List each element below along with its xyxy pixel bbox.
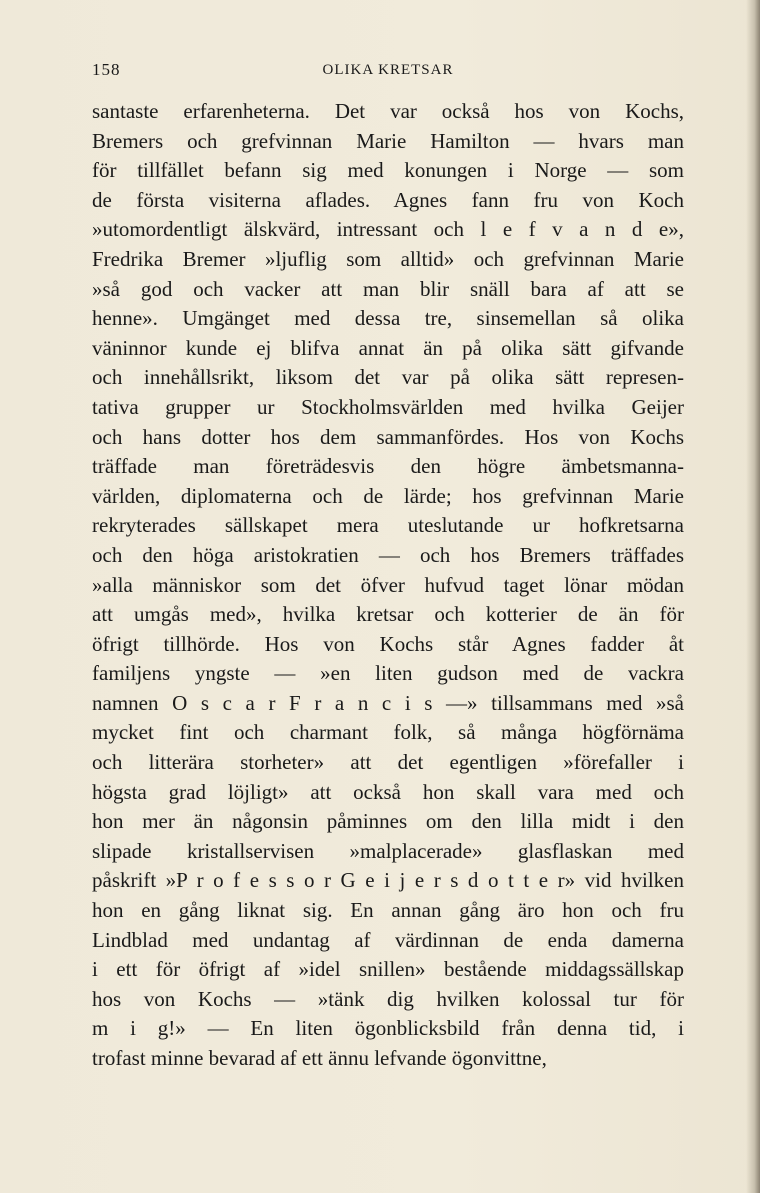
text-line: och den höga aristokratien — och hos Bremers träffades xyxy=(92,542,684,567)
text-line: »alla människor som det öfver hufvud taget lönar mödan xyxy=(92,572,684,597)
text-line: hon mer än någonsin påminnes om den lilla midt i den xyxy=(92,809,684,834)
text-line: hon en gång liknat sig. En annan gång äro hon och fru xyxy=(92,898,684,923)
text-line: de första visiterna aflades. Agnes fann fru von Koch xyxy=(92,187,684,212)
text-line: öfrigt tillhörde. Hos von Kochs står Agnes fadder åt xyxy=(92,631,684,656)
text-line: Lindblad med undantag af värdinnan de enda damerna xyxy=(92,927,684,952)
text-line: »utomordentligt älskvärd, intressant och l e f v a n d e», xyxy=(92,217,684,242)
page-edge-shadow xyxy=(746,0,760,1193)
text-line: mycket fint och charmant folk, så många högförnäma xyxy=(92,720,684,745)
text-line: slipade kristallservisen »malplacerade» glasflaskan med xyxy=(92,838,684,863)
text-line: och hans dotter hos dem sammanfördes. Hos von Kochs xyxy=(92,424,684,449)
text-line: familjens yngste — »en liten gudson med de vackra xyxy=(92,661,684,686)
text-line: och litterära storheter» att det egentligen »förefaller i xyxy=(92,750,684,775)
text-line: högsta grad löjligt» att också hon skall vara med och xyxy=(92,779,684,804)
page-number: 158 xyxy=(92,60,121,79)
text-line: väninnor kunde ej blifva annat än på olika sätt gifvande xyxy=(92,335,684,360)
page-header xyxy=(92,60,684,84)
text-line: namnen O s c a r F r a n c i s —» tillsammans med »så xyxy=(92,690,684,715)
text-line: Bremers och grefvinnan Marie Hamilton — hvars man xyxy=(92,128,684,153)
text-line: att umgås med», hvilka kretsar och kotterier de än för xyxy=(92,602,684,627)
running-head: OLIKA KRETSAR xyxy=(322,62,454,78)
body-text xyxy=(92,97,684,1074)
text-line: »så god och vacker att man blir snäll bara af att se xyxy=(92,276,684,301)
text-line: påskrift »P r o f e s s o r G e i j e r s d o t t e r» vid hvilken xyxy=(92,868,684,893)
text-line: santaste erfarenheterna. Det var också hos von Kochs, xyxy=(92,99,684,123)
text-line: m i g!» — En liten ögonblicksbild från denna tid, i xyxy=(92,1016,684,1041)
text-line: träffade man företrädesvis den högre ämbetsmanna- xyxy=(92,454,684,479)
text-line: trofast minne bevarad af ett ännu lefvande ögonvittne, xyxy=(92,1046,547,1070)
text-line: tativa grupper ur Stockholmsvärlden med hvilka Geijer xyxy=(92,394,684,419)
text-line: henne». Umgänget med dessa tre, sinsemellan så olika xyxy=(92,306,684,331)
text-line: Fredrika Bremer »ljuflig som alltid» och grefvinnan Marie xyxy=(92,246,684,271)
text-line: hos von Kochs — »tänk dig hvilken kolossal tur för xyxy=(92,986,684,1011)
text-line: för tillfället befann sig med konungen i Norge — som xyxy=(92,158,684,183)
text-line: rekryterades sällskapet mera uteslutande ur hofkretsarna xyxy=(92,513,684,538)
text-line: i ett för öfrigt af »idel snillen» bestående middagssällskap xyxy=(92,957,684,982)
text-line: världen, diplomaterna och de lärde; hos grefvinnan Marie xyxy=(92,483,684,508)
text-line: och innehållsrikt, liksom det var på olika sätt represen- xyxy=(92,365,684,390)
